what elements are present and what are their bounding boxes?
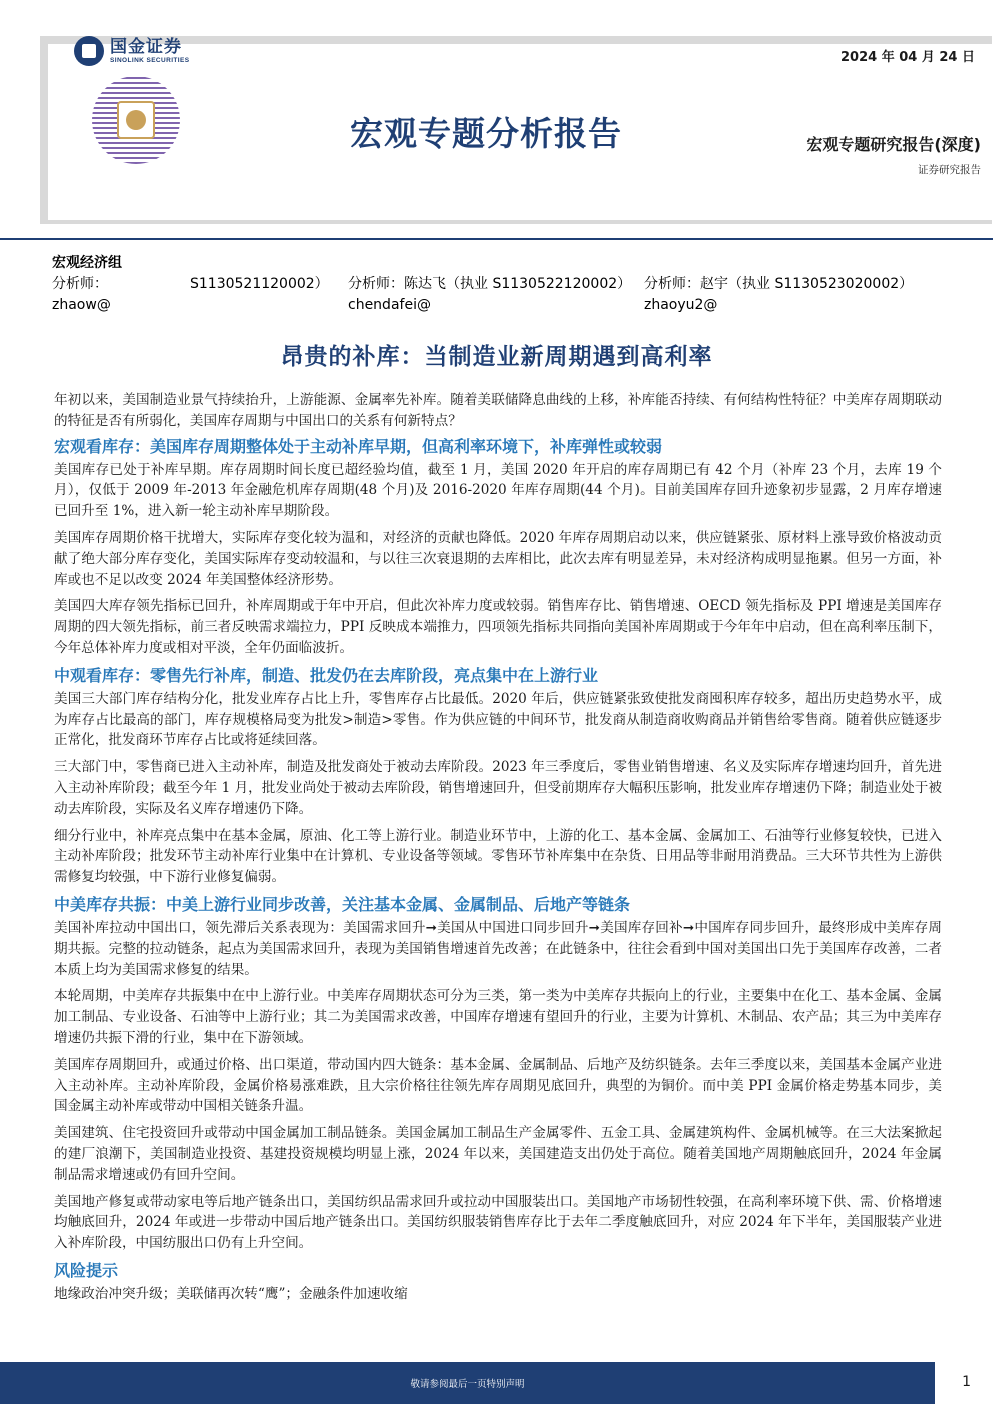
- footer-notice: 敬请参阅最后一页特别声明: [410, 1379, 525, 1390]
- paragraph: 美国地产修复或带动家电等后地产链条出口，美国纺织品需求回升或拉动中国服装出口。美国地产市场韧性较强，在高利率环境下供、需、价格增速均触底回升，2024 年或进一步带动中国后地产链条出口。美国纺织服装销售库存比于去年二季度触底回升，对应 2024 年下半年，美国服装产业进入补库阶段，中国纺服出口仍有上升空间。: [54, 1193, 942, 1252]
- company-logo: [74, 36, 189, 66]
- report-category: 证券研究报告: [918, 164, 981, 176]
- qr-code-center-logo: [117, 101, 155, 139]
- paragraph: 细分行业中，补库亮点集中在基本金属，原油、化工等上游行业。制造业环节中，上游的化工、基本金属、金属加工、石油等行业修复较快，已进入主动补库阶段；批发环节主动补库行业集中在计算机、专业设备等领域。零售环节补库集中在杂货、日用品等非耐用消费品。三大环节共性为上游供需修复均较强，中下游行业修复偏弱。: [54, 827, 942, 886]
- paragraph: 美国三大部门库存结构分化，批发业库存占比上升，零售库存占比最低。2020 年后，供应链紧张致使批发商囤积库存较多，超出历史趋势水平，成为库存占比最高的部门，库存规模格局变为批发>制造>零售。作为供应链的中间环节，批发商从制造商收购商品并销售给零售商。随着供应链逐步正常化，批发商环节库存占比或将延续回落。: [54, 690, 942, 749]
- logo-name-en: SINOLINK SECURITIES: [110, 56, 190, 64]
- paragraph: 三大部门中，零售商已进入主动补库，制造及批发商处于被动去库阶段。2023 年三季度后，零售业销售增速、名义及实际库存增速均回升，首先进入主动补库阶段；截至今年 1 月，批发业尚处于被动去库阶段，销售增速回升，但受前期库存大幅积压影响，批发业库存增速仍下降；制造业处于被动去库阶段，实际及名义库存增速仍下降。: [54, 759, 942, 817]
- analyst-block: [52, 253, 952, 316]
- analyst-group: 宏观经济组: [52, 255, 122, 271]
- report-date: 2024 年 04 月 24 日: [841, 50, 975, 65]
- intro-paragraph: 年初以来，美国制造业景气持续抬升，上游能源、金属率先补库。随着美联储降息曲线的上移，补库能否持续、有何结构性特征？中美库存周期联动的特征是否有所弱化，美国库存周期与中国出口的关系有何新特点？: [54, 392, 942, 429]
- paragraph: 美国补库拉动中国出口，领先滞后关系表现为：美国需求回升➞美国从中国进口同步回升➞美国库存回补➞中国库存同步回升，最终形成中美库存周期共振。完整的拉动链条，起点为美国需求回升，表现为美国销售增速首先改善；在此链条中，往往会看到中国对美国出口先于美国库存改善，二者本质上均为美国需求修复的结果。: [54, 919, 942, 978]
- report-body: [54, 390, 942, 1311]
- risk-paragraph: 地缘政治冲突升级；美联储再次转“鹰”；金融条件加速收缩: [54, 1285, 408, 1302]
- report-title: 宏观专题分析报告: [350, 114, 622, 153]
- paragraph: 本轮周期，中美库存共振集中在中上游行业。中美库存周期状态可分为三类，第一类为中美库存共振向上的行业，主要集中在化工、基本金属、金属加工制品、专业设备、石油等中上游行业；其二为美国需求改善，中国库存增速有望回升的行业，主要为计算机、木制品、农产品；其三为中美库存增速仍共振下滑的行业，集中在下游领域。: [54, 988, 942, 1046]
- section-heading-risk: 风险提示: [54, 1260, 119, 1280]
- analyst-3-label: 分析师：赵宇（执业 S1130523020002）: [644, 276, 914, 292]
- paragraph: 美国库存周期回升，或通过价格、出口渠道，带动国内四大链条：基本金属、金属制品、后地产及纺织链条。去年三季度以来，美国基本金属产业进入主动补库。主动补库阶段，金属价格易涨难跌，且大宗价格往往领先库存周期见底回升，典型的为铜价。而中美 PPI 金属价格走势基本同步，美国金属主动补库或带动中国相关链条升温。: [54, 1056, 942, 1115]
- paragraph: 美国四大库存领先指标已回升，补库周期或于年中开启，但此次补库力度或较弱。销售库存比、销售增速、OECD 领先指标及 PPI 增速是美国库存周期的四大领先指标，前三者反映需求端拉力，PPI 反映成本端推力，四项领先指标共同指向美国补库周期或于今年年中启动，但在高利率压制下，今年总体补库力度或相对平淡，全年仍面临波折。: [54, 598, 942, 656]
- header-divider: [0, 238, 993, 240]
- paragraph: 美国库存已处于补库早期。库存周期时间长度已超经验均值，截至 1 月，美国 2020 年开启的库存周期已有 42 个月（补库 23 个月，去库 19 个月），仅低于 2009 年-2013 年金融危机库存周期(48 个月)及 2016-2020 年库存周期(44 个月)。目前美国库存回升迹象初步显露，2 月库存增速已回升至 1%，进入新一轮主动补库早期阶段。: [54, 461, 942, 520]
- analyst-3-email[interactable]: zhaoyu2@: [644, 297, 718, 313]
- analyst-2-email[interactable]: chendafei@: [348, 297, 431, 313]
- section-heading-macro: 宏观看库存：美国库存周期整体处于主动补库早期，但高利率环境下，补库弹性或较弱: [54, 436, 663, 456]
- logo-name-cn: 国金证券: [110, 36, 182, 57]
- page-number: 1: [962, 1374, 971, 1390]
- paragraph: 美国建筑、住宅投资回升或带动中国金属加工制品链条。美国金属加工制品生产金属零件、五金工具、金属建筑构件、金属机械等。在三大法案掀起的建厂浪潮下，美国制造业投资、基建投资规模均明显上涨，2024 年以来，美国建造支出仍处于高位。随着美国地产周期触底回升，2024 年金属制品需求增速或仍有回升空间。: [54, 1125, 942, 1183]
- analyst-1-id: S1130521120002）: [190, 276, 329, 292]
- section-heading-resonance: 中美库存共振：中美上游行业同步改善，关注基本金属、金属制品、后地产等链条: [54, 894, 631, 914]
- logo-icon: [74, 36, 104, 66]
- analyst-1-label: 分析师：: [52, 276, 108, 292]
- section-heading-meso: 中观看库存：零售先行补库，制造、批发仍在去库阶段，亮点集中在上游行业: [54, 665, 599, 685]
- paragraph: 美国库存周期价格干扰增大，实际库存变化较为温和，对经济的贡献也降低。2020 年库存周期启动以来，供应链紧张、原材料上涨导致价格波动贡献了绝大部分库存变化，美国实际库存变动较温和，与以往三次衰退期的去库相比，此次去库有明显差异，未对经济构成明显拖累。但另一方面，补库或也不足以改变 2024 年美国整体经济形势。: [54, 529, 942, 588]
- report-type: 宏观专题研究报告(深度): [806, 135, 981, 154]
- analyst-2-label: 分析师：陈达飞（执业 S1130522120002）: [348, 276, 632, 292]
- analyst-1-email[interactable]: zhaow@: [52, 297, 111, 313]
- main-title: 昂贵的补库：当制造业新周期遇到高利率: [280, 344, 713, 370]
